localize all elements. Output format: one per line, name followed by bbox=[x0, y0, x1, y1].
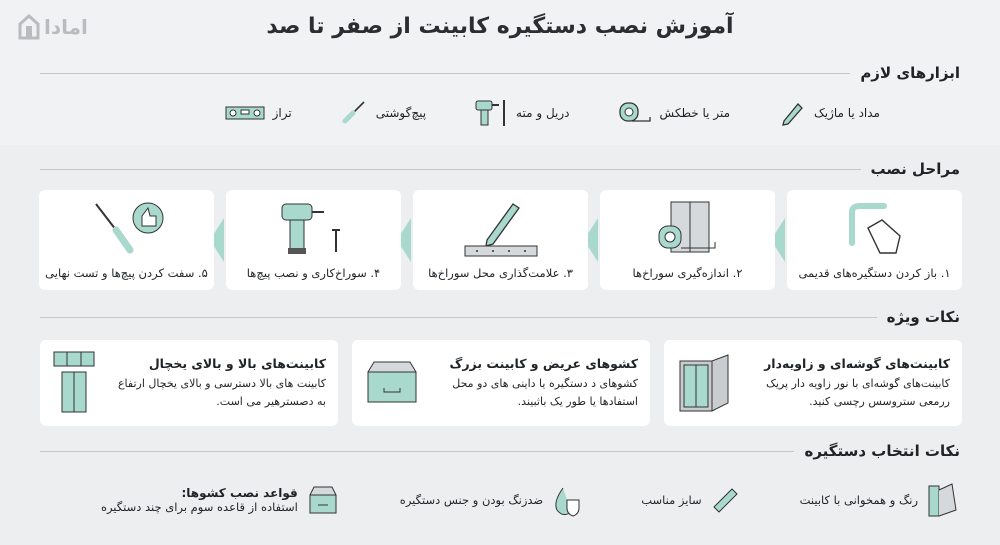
divider bbox=[40, 317, 877, 318]
tool-label: متر یا خطکش bbox=[659, 106, 730, 120]
tools-section-header bbox=[40, 64, 960, 82]
selection-item bbox=[101, 483, 340, 517]
card-title: کشوهای عریض و کابینت بزرگ bbox=[449, 356, 638, 372]
tool-label: پیچ‌گوشتی bbox=[375, 106, 427, 120]
level-icon bbox=[225, 105, 265, 121]
step-label: ۳. علامت‌گذاری محل سوراخ‌ها bbox=[428, 266, 573, 280]
screwdriver-thumbs-up-icon bbox=[82, 198, 172, 258]
card-title: کابینت‌های بالا و بالای یخچال bbox=[148, 356, 326, 372]
selection-label: سایز مناسب bbox=[641, 493, 702, 507]
drill-icon bbox=[474, 98, 508, 128]
wall-cabinet-fridge-icon bbox=[52, 350, 96, 416]
selection-title: قواعد نصب کشوها: bbox=[181, 486, 298, 500]
tools-list bbox=[225, 98, 880, 128]
tip-card bbox=[664, 340, 962, 426]
tip-card bbox=[40, 340, 338, 426]
drawer-icon bbox=[364, 358, 420, 408]
steps-section-header bbox=[40, 160, 960, 178]
special-section-header bbox=[40, 308, 960, 326]
tool-label: دریل و مته bbox=[516, 106, 570, 120]
tool-item bbox=[225, 105, 292, 121]
step-card bbox=[39, 190, 214, 290]
drawer-rule-icon bbox=[306, 483, 340, 517]
selection-label: رنگ و همخوانی با کابینت bbox=[799, 493, 918, 507]
tool-item bbox=[618, 100, 730, 126]
card-text: کابینت‌های گوشه‌ای با نور زاویه دار پریک ررمعی ستروسس رچسی کنید. bbox=[766, 377, 950, 408]
selection-item bbox=[400, 482, 581, 518]
corner-cabinet-icon bbox=[676, 351, 732, 415]
drill-screw-icon bbox=[274, 198, 354, 258]
tool-label: تراز bbox=[272, 106, 292, 120]
pencil-icon bbox=[778, 99, 806, 127]
step-label: ۱. باز کردن دستگیره‌های قدیمی bbox=[798, 266, 951, 280]
screwdriver-icon bbox=[340, 99, 368, 127]
divider bbox=[40, 451, 794, 452]
section-title: نکات ویژه bbox=[886, 308, 960, 326]
section-title: نکات انتخاب دستگیره bbox=[804, 442, 960, 460]
step-card bbox=[413, 190, 588, 290]
step-label: ۵. سفت کردن پیچ‌ها و تست نهایی bbox=[45, 266, 208, 280]
card-text: کشوهای د دستگیره یا داینی های دو محل استفادها یا طور یک باثبیند. bbox=[452, 377, 638, 408]
divider bbox=[40, 169, 861, 170]
tape-measure-icon bbox=[618, 100, 652, 126]
water-shield-icon bbox=[551, 482, 581, 518]
step-card bbox=[226, 190, 401, 290]
card-text: کابینت های بالا دسترسی و بالای یخچال ارتفاع به دصسترهیر می است. bbox=[117, 377, 326, 408]
section-title: مراحل نصب bbox=[870, 160, 960, 178]
divider bbox=[40, 73, 850, 74]
tool-item bbox=[340, 99, 426, 127]
step-card bbox=[787, 190, 962, 290]
step-label: ۴. سوراخ‌کاری و نصب پیچ‌ها bbox=[246, 266, 381, 280]
selection-item bbox=[800, 480, 960, 520]
selection-item bbox=[641, 485, 739, 515]
step-label: ۲. اندازه‌گیری سوراخ‌ها bbox=[632, 266, 743, 280]
page-title: آموزش نصب دستگیره کابینت از صفر تا صد bbox=[266, 14, 734, 39]
step-card bbox=[600, 190, 775, 290]
tool-item bbox=[474, 98, 569, 128]
steps-list bbox=[39, 190, 962, 290]
ruler-icon bbox=[710, 485, 740, 515]
color-swatch-icon bbox=[926, 480, 960, 520]
section-title: ابزارهای لازم bbox=[860, 64, 960, 82]
tool-label: مداد یا ماژیک bbox=[814, 106, 880, 120]
tool-item bbox=[778, 99, 880, 127]
special-cards bbox=[40, 340, 962, 426]
selection-label: استفاده از قاعده سوم برای چند دستگیره bbox=[100, 500, 298, 514]
tip-card bbox=[352, 340, 650, 426]
card-title: کابینت‌های گوشه‌ای و زاویه‌دار bbox=[764, 356, 950, 372]
cabinet-tape-icon bbox=[653, 198, 723, 258]
logo-text: امادا bbox=[44, 15, 88, 39]
selection-section-header bbox=[40, 442, 960, 460]
selection-label: ضدزنگ بودن و جنس دستگیره bbox=[399, 493, 544, 507]
hand-handle-icon bbox=[840, 198, 910, 258]
pencil-marking-icon bbox=[461, 198, 541, 258]
selection-list bbox=[101, 480, 960, 520]
